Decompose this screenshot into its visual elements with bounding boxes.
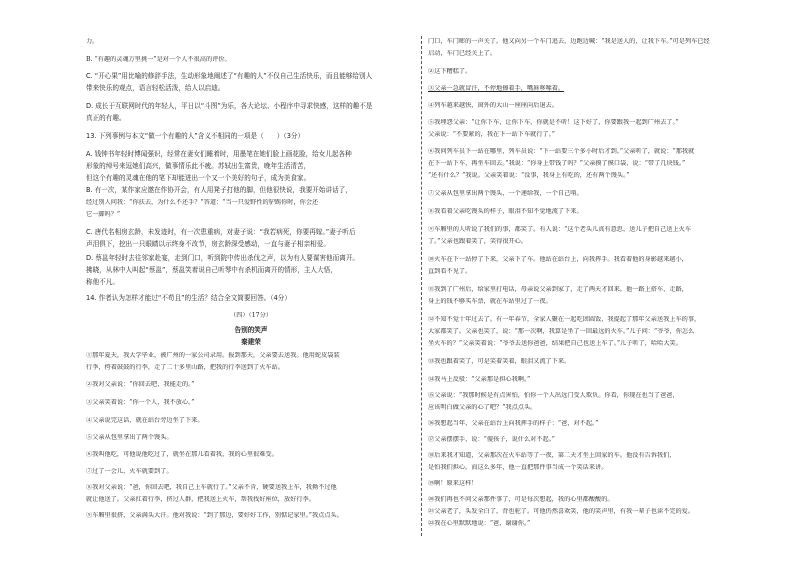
text-line: ㉒我在心里默默地说：“爸，谢谢你。” [428,520,531,527]
text-line: 了。”父亲也跟着笑了，笑得很开心。 [428,238,528,245]
text-line: ⑯我想起当年，父亲在站台上向我挥手的样子：“爸，对不起。” [428,420,599,427]
text-line: ⑭我马上反驳：“父亲那是担心我啊。” [428,376,531,383]
question-13: 13. 下列事例与本文“做一个有趣的人”含义不相同的一项是（ ）（3分） [86,132,305,140]
text-line: ⑱后来我才知道，父亲那次在火车站等了一夜，第二天才坐上回家的车。他没有告诉我们， [428,452,676,459]
text-line: ④父亲说完这话，就在站台旁边坐了下来。 [86,417,204,424]
text-line: ⑫不知不觉十年过去了。有一年春节，全家人聚在一起吃团圆饭，我提起了那年父亲送我上车的事， [428,316,701,323]
text-line: 声泪俱下，挖出一只眼睛以示终身不改节，房玄龄深受感动，一直与妻子相亲相爱。 [86,240,330,248]
text-line: ⑬我也跟着笑了，可是笑着笑着，眼泪又流了下来。 [428,358,571,365]
text-line: ⑥我叫他吃，可他说他吃过了，就坐在那儿看着我，我的心里很难受。 [86,451,278,458]
text-line: ⑮父亲说：“我那时候是有点害怕，怕你一个人出远门受人欺负。你看，你现在也当了爸爸， [428,392,679,399]
text-line: ⑨车厢里很挤，父亲满头大汗。他对我说：“到了那边，要好好工作，别惦记家里。”我点点头。 [86,512,343,519]
text-line: ⑪我到了广州后，给家里打电话，母亲说父亲到家了，走了两天才回来。他一路上搭车、走路， [428,286,688,293]
text-line: B. 有一次，某作家应邀在作协开会，有人用凳子打他的脚，但他很快说，我要开始讲话了， [86,186,352,194]
text-line: ⑩火车在下一站停了下来，父亲下了车。他站在站台上，向我挥手。我看着他的身影越来越小， [428,256,688,263]
column-divider [421,36,422,536]
text-line: ⑰父亲摆摆手，说：“傻孩子，说什么对不起。” [428,436,555,443]
text-line: 坐火车的？”父亲笑着说：“爷爷去送你爸爸，结果把自己也送上车了。”儿子听了，哈哈大笑。 [428,340,682,347]
text-line: 形象的绰号来逗她们高兴，做事情乐此不疲。苏轼出生富贵，晚年生活清苦， [86,162,311,170]
text-line: 称他不凡。 [86,278,119,286]
text-line: A. 钱钟书年轻时博闻强识，经常在妻女们睡着时，用墨笔在她们脸上画花脸，给女儿起各种 [86,150,352,158]
text-line: ⑤我埋怨父亲：“让你下车，让你下车，你就是不听！这下好了，你要跟我一起到广州去了。” [428,119,679,126]
text-line: ③父亲笑着说：“你一个人，我不放心。” [86,399,195,406]
text-line: 直到看不见了。 [428,268,472,275]
text-line: 拂晓，从林中人叫起“蔡邕”，蔡邕笑着说自己听琴中有杀机而离开的情形，主人大悟， [86,266,337,274]
text-line: B. “有趣的灵魂万里挑一”是对一个人不很高的评价。 [86,56,231,63]
text-line: 身上的钱不够买车票，就在车站里过了一夜。 [428,298,552,305]
text-line: 就让他送了。父亲扛着行李，挤过人群，把我送上火车，帮我找好座位，放好行李。 [86,496,315,503]
text-line: 它一脚吗？” [86,211,121,218]
text-line: D. 蔡邕年轻时去往邻家赴宴，走到门口，听到院中传出杀伐之声，以为有人要谋害他而离开。 [86,254,360,262]
text-line: ⑳我们再也不问父亲那件事了，可是每次想起，我的心里都酸酸的。 [428,496,614,503]
text-line: ⑥我问列车员下一站在哪里，列车员说：“下一站要三个多小时后才到。”父亲听了，就说：“那我就 [428,148,695,155]
text-line: 带来快乐的观点，语言轻松活泼，给人以启迪。 [86,84,225,92]
text-line: ⑧我对父亲说：“爸，你回去吧，我自己上车就行了。”父亲不肯，硬要送我上车，我拗不过他 [86,484,337,491]
text-line: ㉑父亲老了，头发全白了，背也驼了。可他仍然喜欢笑，他的笑声里，有我一辈子也读不完的爱。 [428,508,695,515]
text-line: 真正的有趣。 [86,114,126,122]
text-line: 行李，挎着鼓鼓的行李，走了二十多里山路，把我的行李送到了火车站。 [86,364,284,371]
text-line: 经过别人问我：“你扶去，为什么不还手？”答道：“当一只爱野性的驴踢你时，你会还 [86,199,319,206]
text-line: 力。 [86,38,99,45]
text-line: ⑦过了一会儿，火车就要到了。 [86,468,173,475]
article-author: 秦建荣 [241,338,261,346]
right-column [428,0,758,562]
text-line: 父亲说：“不要紧的，我在下一站下车就行了。” [428,131,555,138]
text-line: 启动，车门已经关上了。 [428,50,497,57]
text-line: 是怕我们担心。而这么多年，他一直把那件事当成一个笑话来讲。 [428,464,608,471]
text-line: ⑤父亲从包里拿出了两个馒头。 [86,434,173,441]
article-title: 告别的笑声 [234,326,268,334]
text-line: 在下一站下车，再坐车回去。”我说：“你身上带钱了吗？”父亲摸了摸口袋，说：“带了几块钱。” [428,160,686,167]
text-line: ⑲啊！原来这样！ [428,480,478,487]
text-line: 门口，车门嘭的一声关了。他又向另一个车门追去，边跑边喊：“我是送人的，让我下车。”可是列车已经 [428,38,710,45]
text-line: 应该明白做父亲的心了吧？”我点点头。 [428,404,537,411]
text-line: C. 唐代名相房玄龄，未发迹时，有一次患重病，对妻子说：“我若病死，你要再嫁。”妻子听后 [86,228,356,236]
left-column [86,0,416,562]
question-14: 14. 作者认为怎样才能过“不苟且”的生活？结合全文简要回答。（4分） [86,294,291,302]
text-line: C. “开心果”用比喻的修辞手法，生动形象地阐述了“有趣的人”不仅自己生活快乐，而且能够给别人 [86,72,373,80]
text-line: “还有什么？”我说。父亲笑着说：“没事，我身上有吃的，还有两个馒头。” [428,172,630,179]
text-line: ①那年夏天，我大学毕业，被广州的一家公司录用。报到那天，父亲要去送我。他用蛇皮袋装 [86,352,340,359]
text-line: ③父亲一急就冒汗，不停地擦着手，嘴唇哆嗦着。 [428,85,565,92]
section-heading: （四）（17分） [230,312,272,319]
text-line: ④列车越来越快，窗外的大山一座座向后退去。 [428,102,558,109]
text-line: ②我对父亲说：“你回去吧，我能走的。” [86,381,195,388]
text-line: D. 成长于互联网时代的年轻人，平日以“斗图”为乐，各大论坛、小程序中寻求快感，这样的趣不是 [86,102,373,110]
text-line: ⑦父亲从包里拿出两个馒头，一个递给我，一个自己啃。 [428,190,583,197]
text-line: 大家都笑了。父亲也笑了，说：“那一次啊，我算是坐了一回最远的火车。”儿子问：“爷爷，你怎么 [428,328,695,335]
text-line: ⑨车厢里的人听说了我们的事，都笑了。有人说：“这个老头儿真有意思，送儿子把自己送上火车 [428,226,692,233]
text-line: ②这下糟糕了。 [428,68,472,75]
text-line: ⑧我看着父亲吃馒头的样子，眼泪不知不觉地流了下来。 [428,208,583,215]
text-line: 但这个有趣的灵魂在他的笔下却能迸出一个又一个美好的句子，成为美食家。 [86,174,311,182]
